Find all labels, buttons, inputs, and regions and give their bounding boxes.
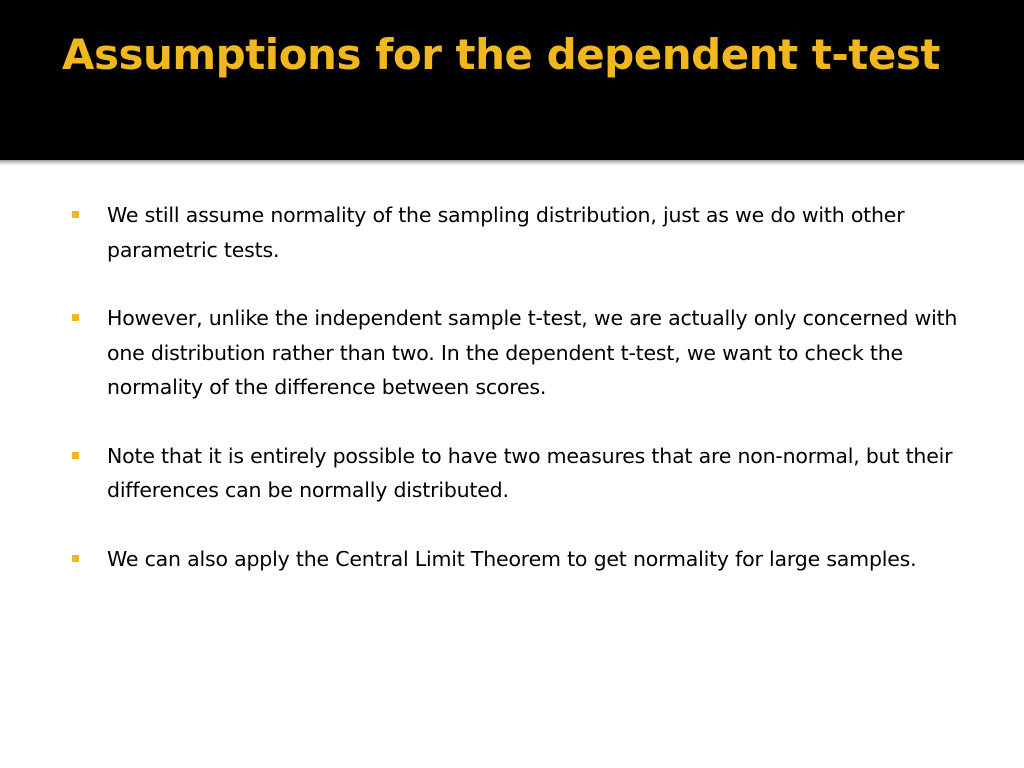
bullet-item <box>72 301 972 405</box>
bullet-item <box>72 198 972 267</box>
square-bullet-icon <box>72 314 79 321</box>
bullet-item <box>72 542 972 577</box>
bullet-text: However, unlike the independent sample t-test, we are actually only concerned with one distribution rather than two. In the dependent t-test, we want to check the normality of the difference between scores. <box>107 306 958 399</box>
bullet-item <box>72 439 972 508</box>
bullet-text: Note that it is entirely possible to have two measures that are non-normal, but their differences can be normally distributed. <box>107 443 953 502</box>
bullet-text: We still assume normality of the sampling distribution, just as we do with other parametric tests. <box>107 203 905 262</box>
bullet-text: We can also apply the Central Limit Theorem to get normality for large samples. <box>107 546 917 571</box>
square-bullet-icon <box>72 452 79 459</box>
square-bullet-icon <box>72 211 79 218</box>
slide-title: Assumptions for the dependent t-test <box>62 30 940 79</box>
bullet-list <box>72 198 972 610</box>
title-divider <box>0 160 1024 165</box>
square-bullet-icon <box>72 555 79 562</box>
